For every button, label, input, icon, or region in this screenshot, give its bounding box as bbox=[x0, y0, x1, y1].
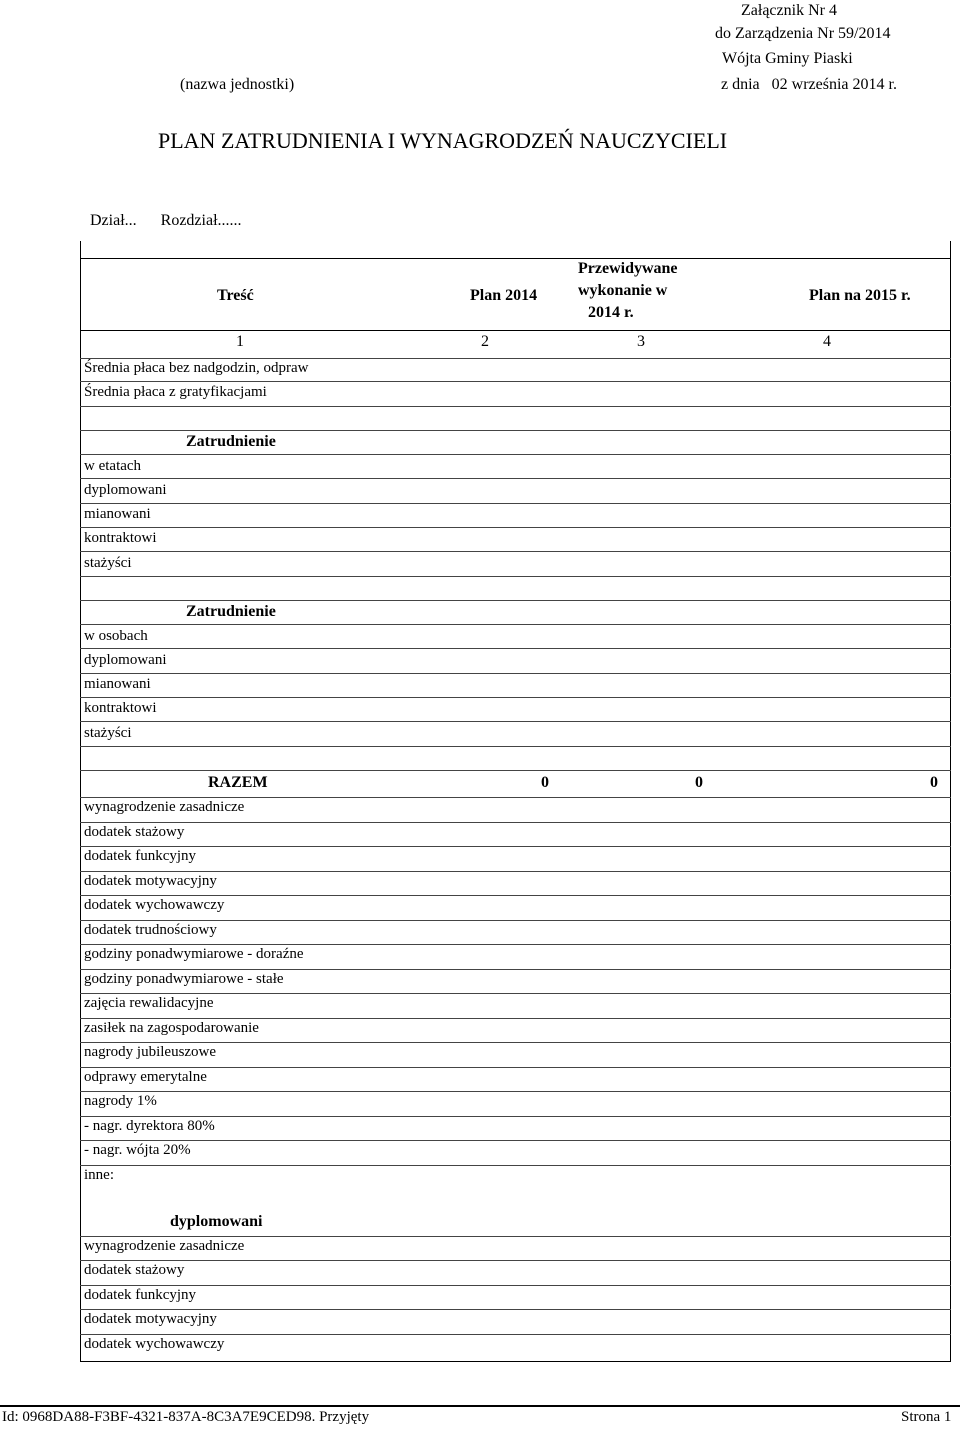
persons-kontraktowi: kontraktowi bbox=[84, 700, 157, 716]
header-wykonanie-line3: 2014 r. bbox=[588, 304, 634, 321]
section-line: Dział... Rozdział...... bbox=[90, 212, 242, 229]
row-line bbox=[80, 648, 951, 649]
row-line bbox=[80, 1018, 951, 1019]
unit-name-placeholder: (nazwa jednostki) bbox=[180, 76, 295, 93]
row-line bbox=[80, 430, 951, 431]
dyplomowani-heading: dyplomowani bbox=[170, 1213, 263, 1230]
row-line bbox=[80, 1140, 951, 1141]
razem-component-item: dodatek trudnościowy bbox=[84, 921, 217, 938]
razem-component-item: dodatek stażowy bbox=[84, 823, 185, 840]
row-line bbox=[80, 551, 951, 552]
column-number-4: 4 bbox=[823, 333, 831, 350]
header-tresc: Treść bbox=[217, 287, 254, 304]
row-line bbox=[80, 721, 951, 722]
row-line bbox=[80, 358, 951, 359]
annex-label: Załącznik Nr 4 bbox=[741, 2, 837, 19]
header-plan-2014: Plan 2014 bbox=[470, 287, 538, 304]
razem-component-item: - nagr. dyrektora 80% bbox=[84, 1117, 215, 1134]
row-line bbox=[80, 797, 951, 798]
razem-wykonanie-2014: 0 bbox=[695, 774, 703, 791]
row-line bbox=[80, 1236, 951, 1237]
row-line bbox=[80, 770, 951, 771]
header-wykonanie-line1: Przewidywane bbox=[578, 260, 678, 277]
avg-pay-without-overtime: Średnia płaca bez nadgodzin, odpraw bbox=[84, 360, 309, 376]
razem-component-item: dodatek wychowawczy bbox=[84, 897, 225, 913]
razem-component-item: odprawy emerytalne bbox=[84, 1068, 207, 1085]
row-line bbox=[80, 969, 951, 970]
document-id: Id: 0968DA88-F3BF-4321-837A-8C3A7E9CED98. Przyjęty bbox=[2, 1409, 370, 1425]
row-line bbox=[80, 478, 951, 479]
row-line bbox=[80, 871, 951, 872]
row-line bbox=[80, 600, 951, 601]
row-line bbox=[80, 1165, 951, 1166]
row-line bbox=[80, 746, 951, 747]
table-right-border bbox=[950, 241, 951, 1362]
razem-plan-2014: 0 bbox=[541, 774, 549, 791]
fte-stazysci: stażyści bbox=[84, 555, 132, 571]
row-line bbox=[80, 454, 951, 455]
razem-component-item: nagrody 1% bbox=[84, 1093, 157, 1109]
dyplomowani-component-item: dodatek stażowy bbox=[84, 1262, 185, 1279]
employment-persons-heading: Zatrudnienie bbox=[186, 603, 276, 620]
row-line bbox=[80, 381, 951, 382]
row-line bbox=[80, 1042, 951, 1043]
employment-fte-heading: Zatrudnienie bbox=[186, 433, 276, 450]
page-title: PLAN ZATRUDNIENIA I WYNAGRODZEŃ NAUCZYCIELI bbox=[158, 128, 728, 153]
row-line bbox=[80, 1309, 951, 1310]
persons-dyplomowani: dyplomowani bbox=[84, 652, 167, 668]
row-line bbox=[80, 993, 951, 994]
issuer-name: Wójta Gminy Piaski bbox=[722, 50, 853, 67]
razem-component-item: dodatek funkcyjny bbox=[84, 848, 197, 864]
razem-component-item: inne: bbox=[84, 1166, 114, 1183]
razem-component-item: dodatek motywacyjny bbox=[84, 872, 217, 889]
document-date: z dnia 02 września 2014 r. bbox=[721, 76, 897, 93]
row-line bbox=[80, 503, 951, 504]
fte-mianowani: mianowani bbox=[84, 506, 151, 522]
razem-component-item: godziny ponadwymiarowe - stałe bbox=[84, 970, 284, 987]
fte-dyplomowani: dyplomowani bbox=[84, 482, 167, 498]
row-line bbox=[80, 1260, 951, 1261]
row-line bbox=[80, 527, 951, 528]
row-line bbox=[80, 822, 951, 823]
table-bottom-border bbox=[80, 1361, 951, 1362]
razem-component-item: nagrody jubileuszowe bbox=[84, 1044, 217, 1060]
header-plan-2015: Plan na 2015 r. bbox=[809, 287, 911, 304]
table-top-border bbox=[80, 258, 951, 259]
row-line bbox=[80, 406, 951, 407]
row-line bbox=[80, 944, 951, 945]
row-line bbox=[80, 920, 951, 921]
header-wykonanie-line2: wykonanie w bbox=[578, 282, 668, 299]
razem-component-item: zajęcia rewalidacyjne bbox=[84, 995, 214, 1011]
razem-component-item: zasiłek na zagospodarowanie bbox=[84, 1019, 259, 1036]
dyplomowani-component-item: wynagrodzenie zasadnicze bbox=[84, 1238, 245, 1254]
column-number-3: 3 bbox=[637, 333, 645, 350]
dyplomowani-component-item: dodatek wychowawczy bbox=[84, 1335, 225, 1352]
row-line bbox=[80, 576, 951, 577]
persons-mianowani: mianowani bbox=[84, 676, 151, 692]
avg-pay-with-bonuses: Średnia płaca z gratyfikacjami bbox=[84, 384, 267, 400]
footer-rule bbox=[0, 1405, 960, 1407]
row-line bbox=[80, 1285, 951, 1286]
employment-persons-subheading: w osobach bbox=[84, 628, 148, 644]
razem-component-item: godziny ponadwymiarowe - doraźne bbox=[84, 946, 304, 962]
column-number-2: 2 bbox=[481, 333, 489, 350]
employment-fte-subheading: w etatach bbox=[84, 458, 142, 474]
header-separator bbox=[80, 330, 951, 331]
page-number: Strona 1 bbox=[901, 1409, 952, 1425]
row-line bbox=[80, 1116, 951, 1117]
dyplomowani-component-item: dodatek funkcyjny bbox=[84, 1286, 197, 1303]
order-reference: do Zarządzenia Nr 59/2014 bbox=[715, 25, 891, 42]
table-left-border bbox=[80, 241, 81, 1362]
dyplomowani-component-item: dodatek motywacyjny bbox=[84, 1311, 217, 1328]
fte-kontraktowi: kontraktowi bbox=[84, 530, 157, 546]
row-line bbox=[80, 895, 951, 896]
row-line bbox=[80, 846, 951, 847]
razem-component-item: - nagr. wójta 20% bbox=[84, 1142, 191, 1158]
row-line bbox=[80, 673, 951, 674]
razem-label: RAZEM bbox=[208, 774, 268, 791]
razem-plan-2015: 0 bbox=[930, 774, 938, 791]
row-line bbox=[80, 697, 951, 698]
row-line bbox=[80, 1091, 951, 1092]
row-line bbox=[80, 1334, 951, 1335]
persons-stazysci: stażyści bbox=[84, 725, 132, 741]
row-line bbox=[80, 1067, 951, 1068]
row-line bbox=[80, 624, 951, 625]
razem-component-item: wynagrodzenie zasadnicze bbox=[84, 799, 245, 815]
column-number-1: 1 bbox=[236, 333, 244, 350]
